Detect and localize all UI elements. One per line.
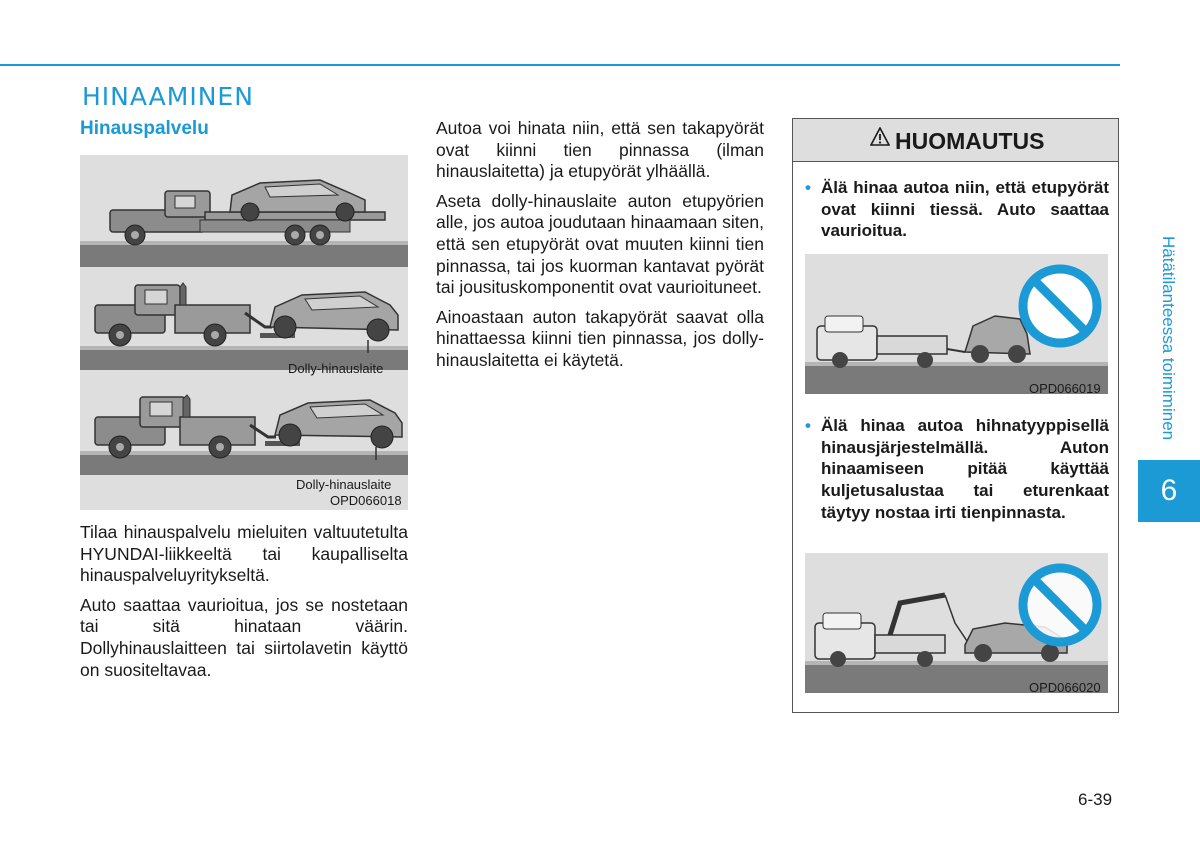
paragraph: Auto saattaa vaurioitua, jos se nostetaan tai sitä hinataan väärin. Dollyhinauslaitteen tai siirtolavetin käyttö on suositeltavaa. <box>80 594 408 680</box>
caution-item-text: Älä hinaa autoa hihnatyyppisellä hinausjärjestelmällä. Auton hinaamiseen pitää käyttää kuljetusalustaa tai eturenkaat täytyy nostaa irti tienpinnasta. <box>821 416 1109 522</box>
image-code: OPD066020 <box>1029 680 1101 695</box>
caution-title: HUOMAUTUS <box>895 128 1045 154</box>
caution-box <box>792 118 1119 713</box>
chapter-number-tab: 6 <box>1138 460 1200 522</box>
prohibited-towing-drawing-2 <box>805 553 1108 693</box>
section-title: HINAAMINEN <box>82 82 254 111</box>
towing-methods-drawing <box>80 155 408 510</box>
towing-methods-illustration <box>80 155 408 510</box>
caution-item-1 <box>805 177 1109 242</box>
paragraph: Autoa voi hinata niin, että sen takapyörät ovat kiinni tien pinnassa (ilman hinauslaitetta) ja etupyörät ylhäällä. <box>436 118 764 182</box>
header-rule <box>0 64 1120 66</box>
crane-arm <box>890 595 945 635</box>
chapter-label-text: Hätätilanteessa toimiminen <box>1159 236 1178 441</box>
prohibited-towing-illustration-1 <box>805 254 1108 394</box>
road-3 <box>80 455 408 475</box>
tow-strap <box>945 595 967 641</box>
caption-dolly-1: Dolly-hinauslaite <box>288 361 384 376</box>
caution-item-text: Älä hinaa autoa niin, että etupyörät ovat kiinni tiessä. Auto saattaa vaurioitua. <box>821 178 1109 241</box>
prohibited-towing-illustration-2 <box>805 553 1108 693</box>
middle-column-text <box>436 118 764 380</box>
prohibited-towing-drawing-1 <box>805 254 1108 394</box>
image-code: OPD066019 <box>1029 381 1101 396</box>
image-code-left: OPD066018 <box>330 493 402 508</box>
paragraph: Aseta dolly-hinauslaite auton etupyörien alle, jos autoa joudutaan hinaamaan siten, että sen etupyörät ovat muuten kiinni tien pinnassa, tai jos kuorman kantavat pyörät tai jousituskomponentit ovat vaurioituneet. <box>436 190 764 298</box>
paragraph: Tilaa hinauspalvelu mieluiten valtuutetulta HYUNDAI-liikkeeltä tai kaupalliselta hinauspalveluyritykseltä. <box>80 522 408 586</box>
flatbed <box>205 212 385 220</box>
subsection-title: Hinauspalvelu <box>80 118 209 139</box>
caution-item-2 <box>805 415 1109 524</box>
road-1 <box>80 245 408 267</box>
left-column-text <box>80 522 408 689</box>
caption-dolly-2: Dolly-hinauslaite <box>296 477 392 492</box>
warning-icon <box>870 127 890 147</box>
page-number: 6-39 <box>1078 790 1113 809</box>
bullet-icon: • <box>805 416 811 435</box>
paragraph: Ainoastaan auton takapyörät saavat olla hinattaessa kiinni tien pinnassa, jos dolly-hinauslaitetta ei käytetä. <box>436 306 764 370</box>
caution-header <box>793 119 1118 162</box>
chapter-side-label <box>1152 236 1182 458</box>
bullet-icon: • <box>805 178 811 197</box>
